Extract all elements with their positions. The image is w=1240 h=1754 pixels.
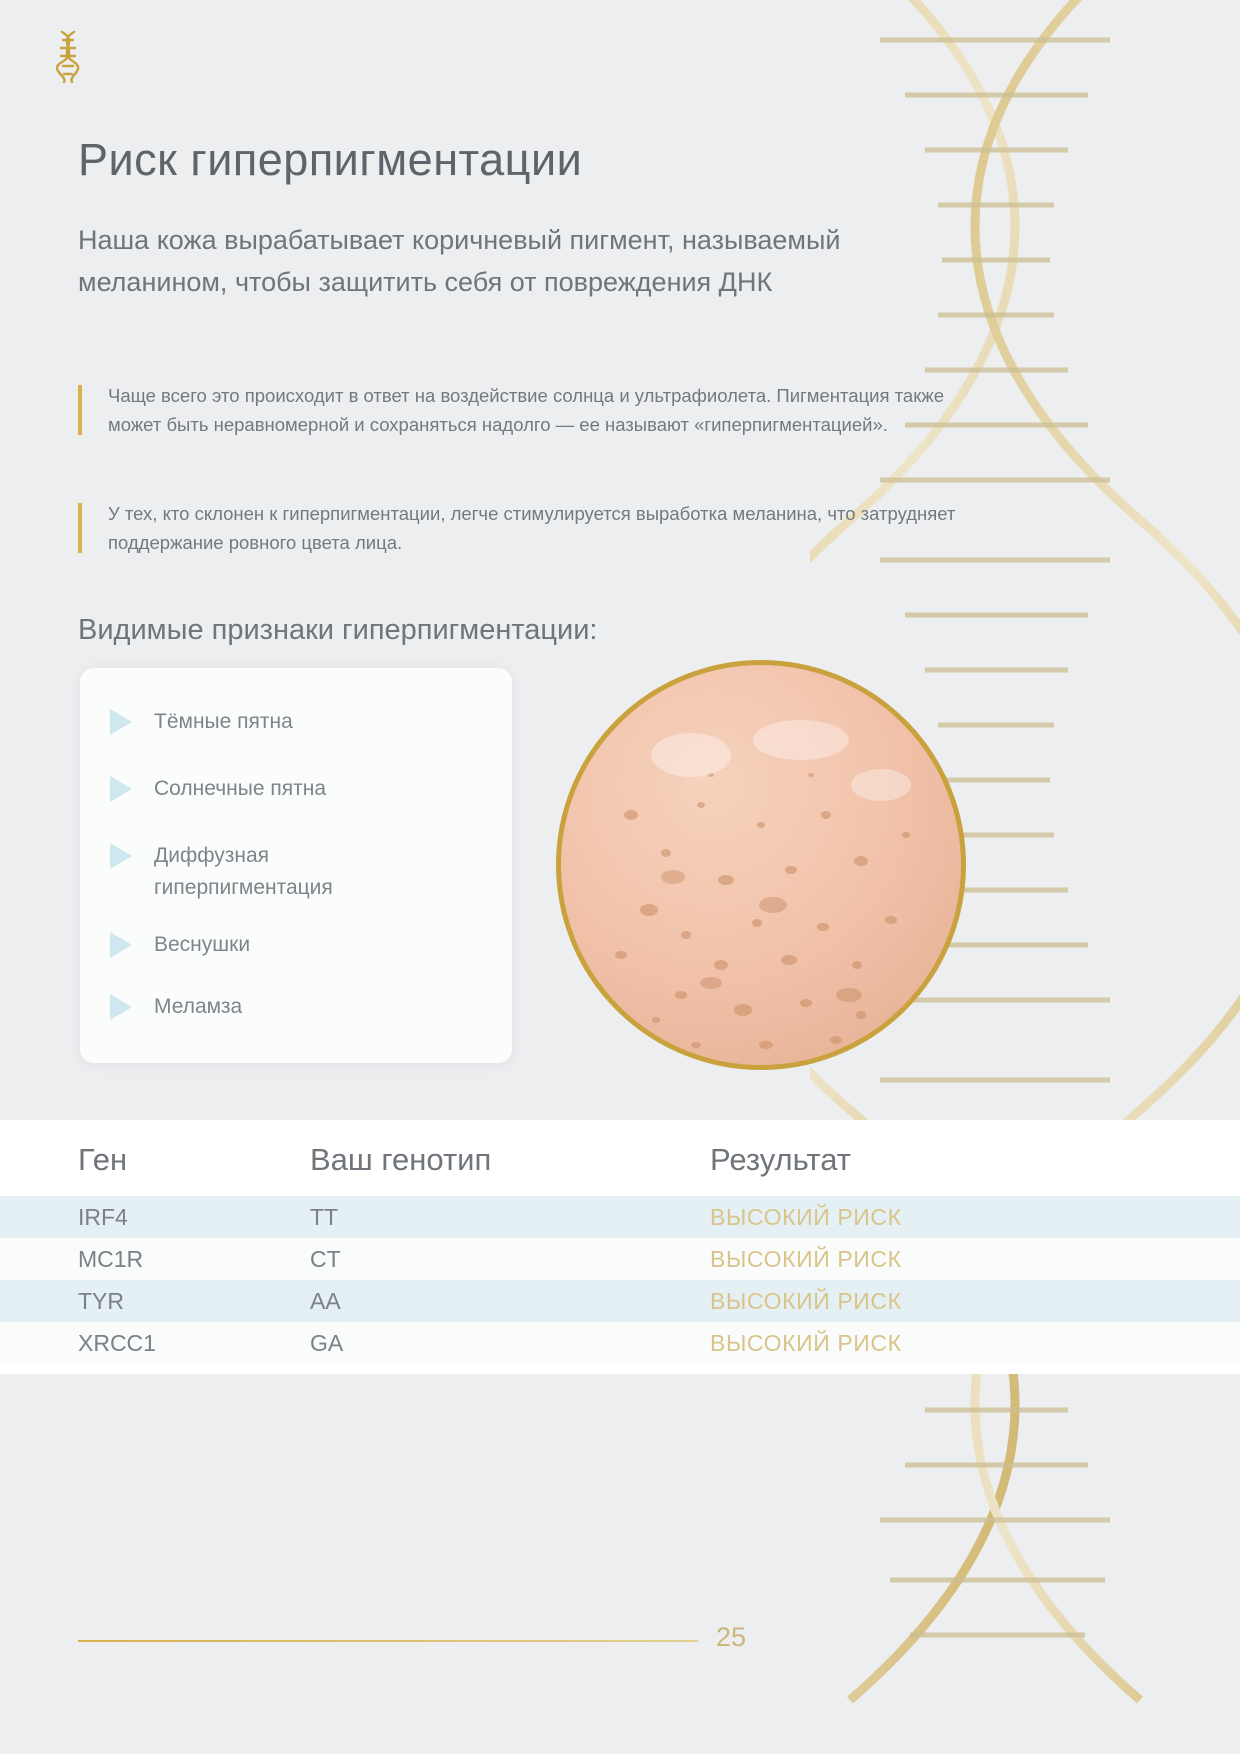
cell-result: ВЫСОКИЙ РИСК xyxy=(710,1287,902,1314)
footer-divider xyxy=(78,1640,698,1642)
cell-genotype: TT xyxy=(310,1203,339,1230)
cell-result: ВЫСОКИЙ РИСК xyxy=(710,1329,902,1356)
section-heading-visible-signs: Видимые признаки гиперпигментации: xyxy=(78,614,598,647)
visible-signs-card xyxy=(80,668,512,1063)
column-header-result: Результат xyxy=(710,1142,851,1177)
list-item-label: Меламза xyxy=(154,995,243,1018)
genotype-results-table xyxy=(0,1120,1240,1374)
page-title: Риск гиперпигментации xyxy=(78,134,583,186)
arrow-right-icon xyxy=(110,709,132,735)
list-item xyxy=(110,840,440,904)
cell-gene: MC1R xyxy=(78,1245,144,1272)
cell-gene: XRCC1 xyxy=(78,1329,156,1356)
list-item xyxy=(110,929,250,961)
cell-result: ВЫСОКИЙ РИСК xyxy=(710,1245,902,1272)
arrow-right-icon xyxy=(110,994,132,1020)
list-item-label: Солнечные пятна xyxy=(154,777,326,800)
freckle-texture xyxy=(561,665,961,1065)
list-item xyxy=(110,773,326,805)
cell-genotype: GA xyxy=(310,1329,344,1356)
table-row xyxy=(0,1322,1240,1364)
list-item-label: Диффузная гиперпигментация xyxy=(154,844,333,899)
cell-gene: TYR xyxy=(78,1287,124,1314)
list-item xyxy=(110,991,242,1023)
arrow-right-icon xyxy=(110,776,132,802)
dna-logo-icon xyxy=(48,28,88,84)
table-row xyxy=(0,1280,1240,1322)
cell-genotype: CT xyxy=(310,1245,341,1272)
column-header-gene: Ген xyxy=(78,1142,128,1177)
cell-gene: IRF4 xyxy=(78,1203,128,1230)
table-row xyxy=(0,1238,1240,1280)
arrow-right-icon xyxy=(110,843,132,869)
column-header-genotype: Ваш генотип xyxy=(310,1142,492,1177)
intro-paragraph: Наша кожа вырабатывает коричневый пигмент, называемый меланином, чтобы защитить себя от повреждения ДНК xyxy=(78,225,841,297)
list-item-label: Тёмные пятна xyxy=(154,710,293,733)
list-item xyxy=(110,706,293,738)
skin-pigmentation-photo xyxy=(556,660,966,1070)
table-row xyxy=(0,1196,1240,1238)
list-item-label: Веснушки xyxy=(154,933,251,956)
cell-result: ВЫСОКИЙ РИСК xyxy=(710,1203,902,1230)
arrow-right-icon xyxy=(110,932,132,958)
callout-paragraph-2: У тех, кто склонен к гиперпигментации, легче стимулируется выработка меланина, что затрудняет поддержание ровного цвета лица. xyxy=(78,499,998,557)
table-header-row xyxy=(0,1120,1240,1196)
callout-paragraph-1: Чаще всего это происходит в ответ на воздействие солнца и ультрафиолета. Пигментация также может быть неравномерной и сохраняться надолго — ее называют «гиперпигментацией». xyxy=(78,381,998,439)
page-number: 25 xyxy=(716,1622,747,1652)
cell-genotype: AA xyxy=(310,1287,341,1314)
